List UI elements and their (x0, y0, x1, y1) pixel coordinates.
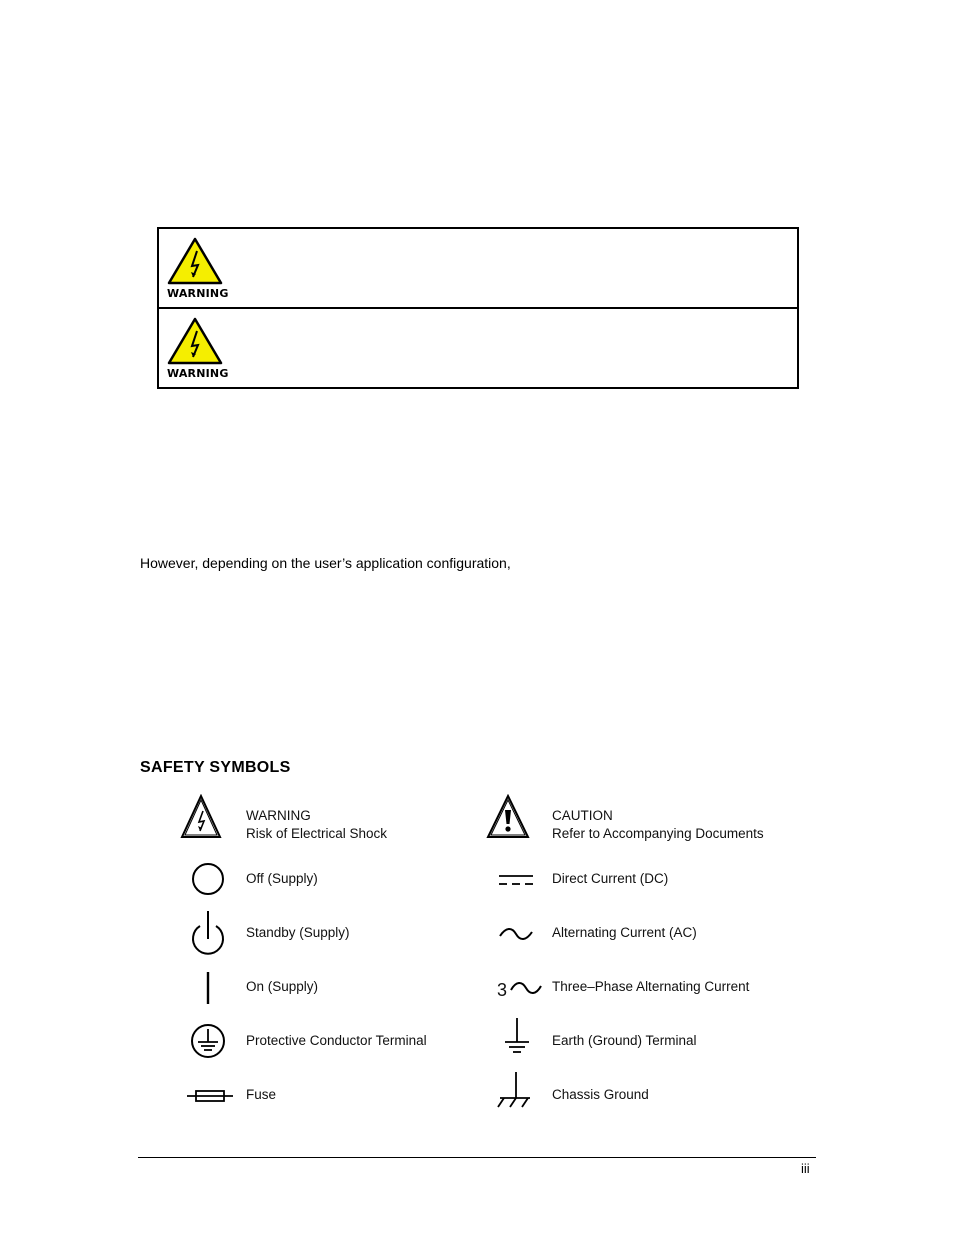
symbol-label: Three–Phase Alternating Current (552, 979, 750, 994)
body-paragraph: However, depending on the user’s application configuration, (140, 555, 511, 571)
earth-ground-icon (502, 1016, 532, 1056)
caution-exclamation-icon (486, 794, 530, 840)
electrical-shock-triangle-icon (180, 794, 222, 840)
standby-supply-icon (189, 908, 227, 958)
warning-row (159, 229, 797, 309)
electrical-shock-warning-icon (167, 317, 223, 365)
alternating-current-icon (498, 925, 534, 943)
symbol-label: Off (Supply) (246, 871, 318, 886)
protective-conductor-icon (189, 1022, 227, 1060)
symbol-label: Standby (Supply) (246, 925, 350, 940)
symbol-label: Chassis Ground (552, 1087, 649, 1102)
chassis-ground-icon (494, 1070, 534, 1110)
section-title: SAFETY SYMBOLS (140, 759, 291, 776)
warning-label: WARNING (167, 287, 229, 300)
on-supply-bar-icon (202, 970, 214, 1006)
off-supply-circle-icon (190, 861, 226, 897)
symbol-label: WARNING Risk of Electrical Shock (246, 808, 388, 841)
warning-label: WARNING (167, 367, 229, 380)
three-phase-prefix: 3 (497, 980, 508, 1000)
symbol-label: Fuse (246, 1087, 277, 1102)
warning-table (157, 227, 799, 389)
three-phase-ac-icon (509, 979, 543, 997)
symbol-label: Direct Current (DC) (552, 871, 669, 886)
page-number: iii (801, 1161, 810, 1176)
symbol-label: CAUTION Refer to Accompanying Documents (552, 808, 764, 841)
warning-row (159, 309, 797, 387)
electrical-shock-warning-icon (167, 237, 223, 285)
symbol-label: Protective Conductor Terminal (246, 1033, 427, 1048)
direct-current-icon (497, 872, 535, 888)
symbol-label: Alternating Current (AC) (552, 925, 697, 940)
footer-divider (138, 1157, 816, 1158)
fuse-icon (186, 1087, 234, 1105)
symbol-label: Earth (Ground) Terminal (552, 1033, 697, 1048)
symbol-label: On (Supply) (246, 979, 319, 994)
